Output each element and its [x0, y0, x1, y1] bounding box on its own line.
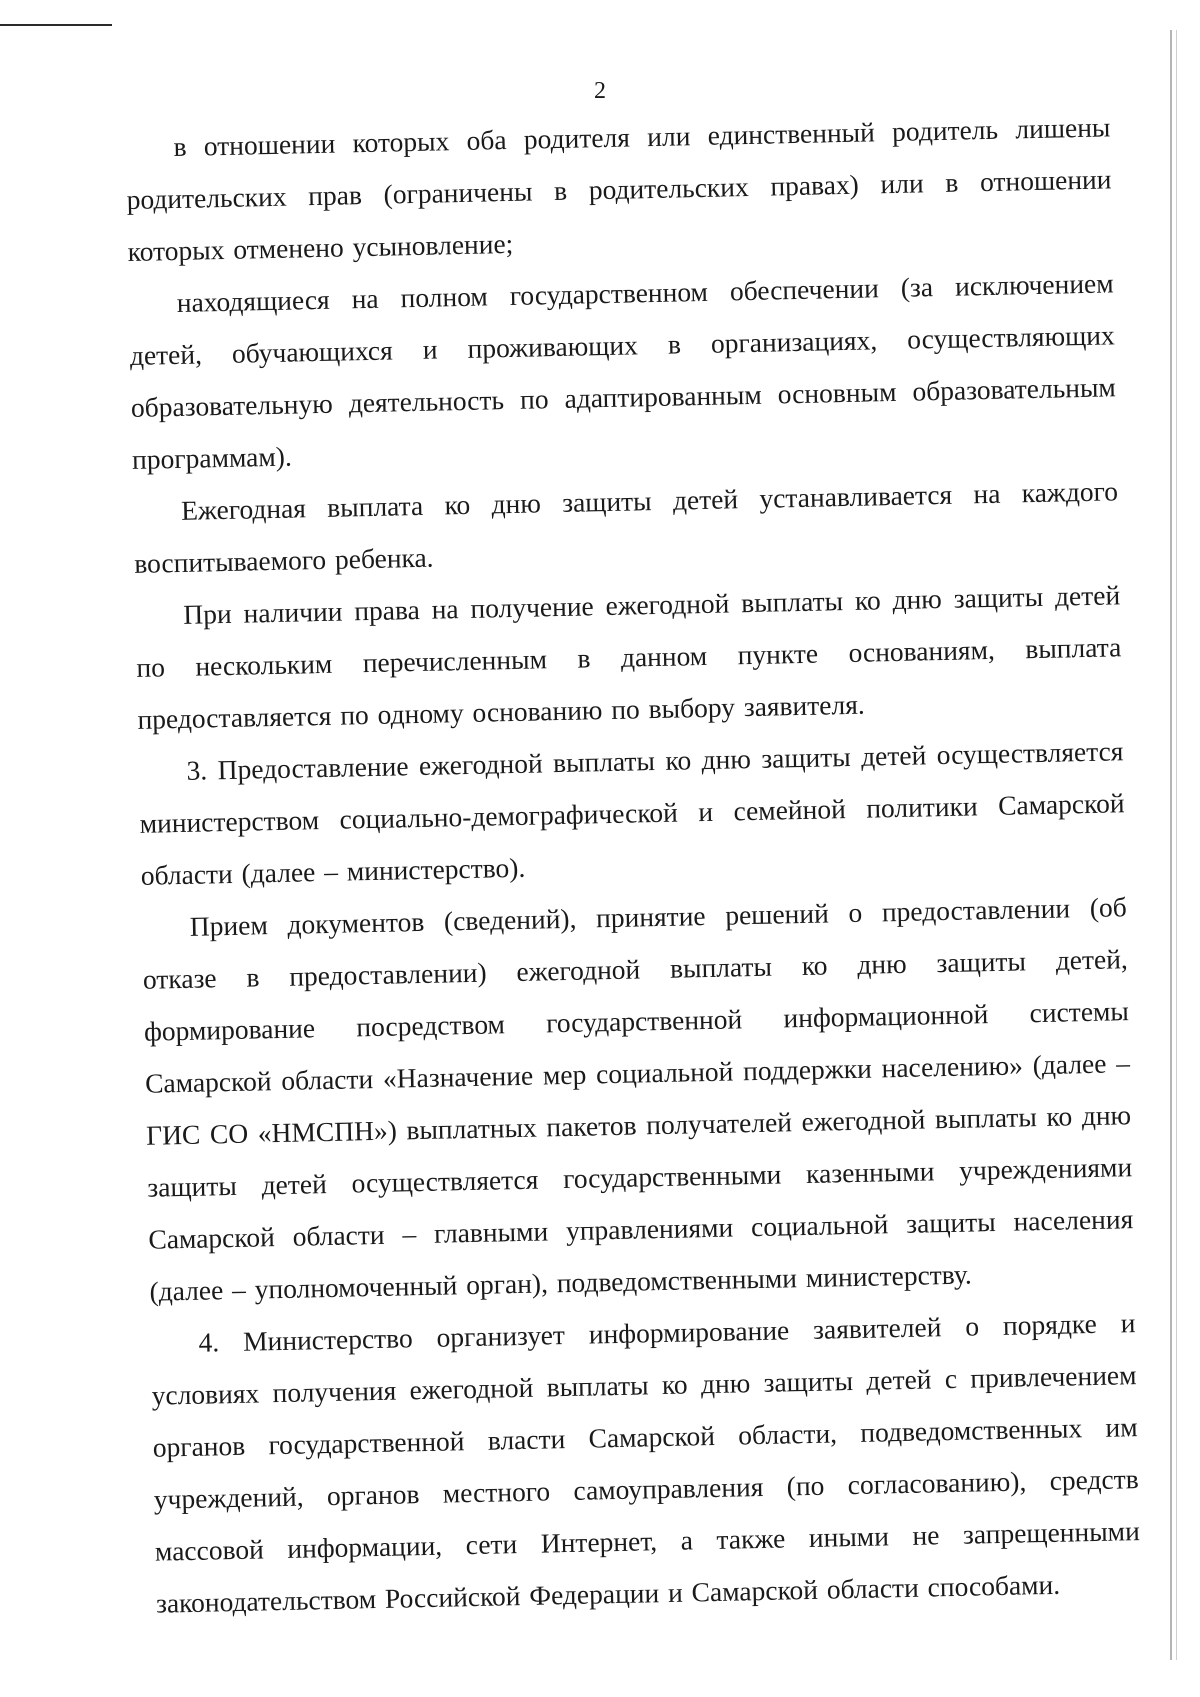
paragraph-multiple-grounds: При наличии права на получение ежегодной выплаты ко дню защиты детей по нескольким перечисленным в данном пункте основаниям, выплата предоставляется по одному основанию по выбору заявителя.	[136, 579, 1122, 735]
scan-edge	[1170, 30, 1172, 1660]
paragraph-annual-payment: Ежегодная выплата ко дню защиты детей устанавливается на каждого воспитываемого ребенка.	[133, 475, 1119, 579]
paragraph-document-intake: Прием документов (сведений), принятие решений о предоставлении (об отказе в предоставлении) ежегодной выплаты ко дню защиты детей, формирование посредством государственной информационной системы Самарской области «Назначение мер социальной поддержки населению» (далее – ГИС СО «НМСПН») выплатных пакетов получателей ежегодной выплаты ко дню защиты детей осуществляется государственными казенными учреждениями Самарской области – главными управлениями социальной защиты населения (далее – уполномоченный орган), подведомственными министерству.	[142, 891, 1134, 1307]
paragraph-state-support: находящиеся на полном государственном обеспечении (за исключением детей, обучающихся и проживающих в организациях, осуществляющих образовательную деятельность по адаптированным основным образовательным программам).	[129, 267, 1117, 475]
document-body	[125, 101, 1141, 1629]
page-number: 2	[594, 78, 606, 104]
scan-mark	[0, 24, 112, 26]
scan-edge-inner	[1176, 30, 1177, 1660]
paragraph-section-3: 3. Предоставление ежегодной выплаты ко дню защиты детей осуществляется министерством социально-демографической и семейной политики Самарской области (далее – министерство).	[139, 735, 1125, 891]
paragraph-section-4: 4. Министерство организует информирование заявителей о порядке и условиях получения ежегодной выплаты ко дню защиты детей с привлечением органов государственной власти Самарской области, подведомственных им учреждений, органов местного самоуправления (по согласованию), средств массовой информации, сети Интернет, а также иными не запрещенными законодательством Российской Федерации и Самарской области способами.	[151, 1307, 1141, 1619]
paragraph-parental-rights: в отношении которых оба родителя или единственный родитель лишены родительских прав (ограничены в родительских правах) или в отношении которых отменено усыновление;	[126, 111, 1112, 267]
